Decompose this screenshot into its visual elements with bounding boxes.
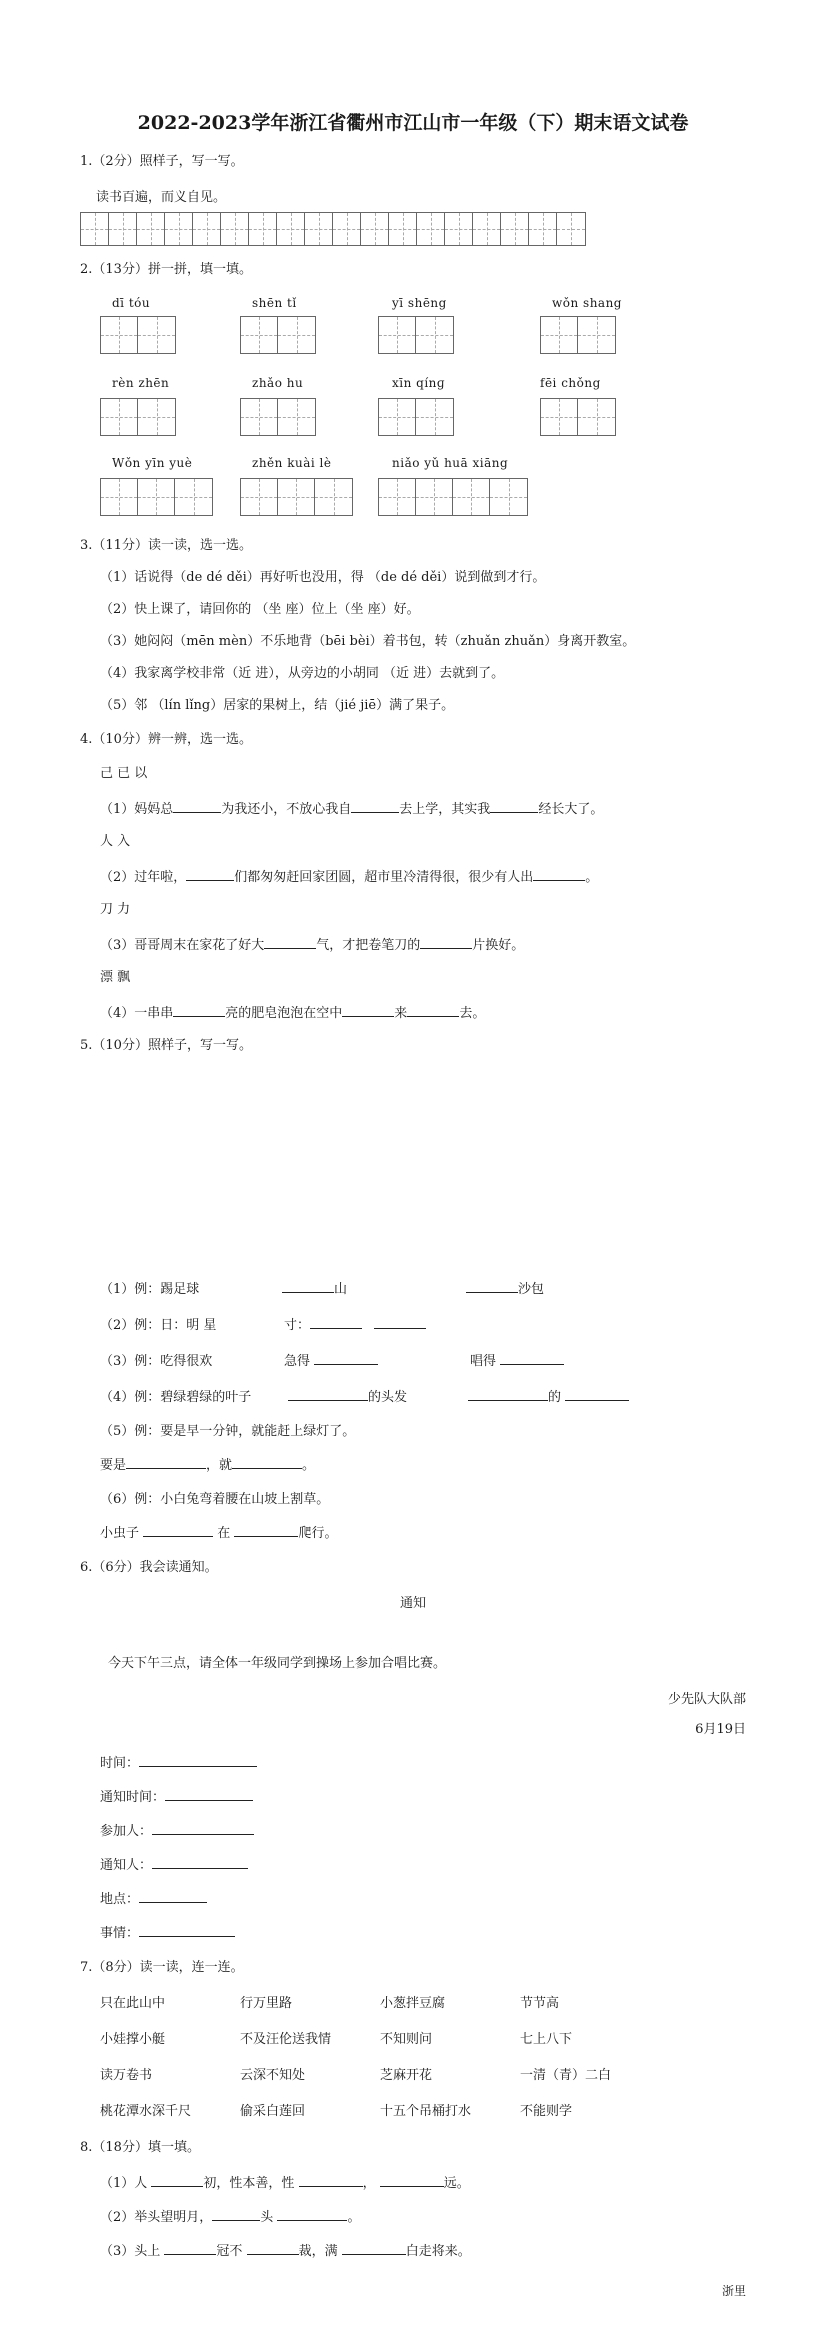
answer-blank[interactable]	[212, 2206, 260, 2221]
pinyin-grid[interactable]	[540, 398, 616, 436]
q3-item: （4）我家离学校非常（近 进），从旁边的小胡同 （近 进）去就到了。	[100, 666, 505, 681]
match-item[interactable]: 一清（青）二白	[520, 2068, 612, 2083]
q5-answer: 沙包	[466, 1278, 544, 1297]
answer-blank[interactable]	[282, 1278, 334, 1293]
answer-blank[interactable]	[126, 1454, 206, 1469]
pinyin-label: wǒn shang	[552, 296, 622, 310]
answer-blank[interactable]	[351, 798, 399, 813]
answer-blank[interactable]	[151, 2172, 203, 2187]
pinyin-grid[interactable]	[378, 478, 528, 516]
match-item[interactable]: 七上八下	[520, 2032, 573, 2047]
q3-item: （2）快上课了，请回你的 （坐 座）位上（坐 座）好。	[100, 602, 420, 617]
q5-answer: 急得	[284, 1350, 378, 1369]
answer-blank[interactable]	[420, 934, 472, 949]
page-footer: 浙里	[721, 2284, 746, 2298]
q4-line: （3）哥哥周末在家花了好大 气，才把卷笔刀的 片换好。	[100, 934, 524, 953]
answer-blank[interactable]	[342, 1002, 394, 1017]
match-item[interactable]: 桃花潭水深千尺	[100, 2104, 192, 2119]
q1-heading: 1.（2分）照样子，写一写。	[80, 154, 244, 169]
answer-blank[interactable]	[299, 2172, 363, 2187]
q2-heading: 2.（13分）拼一拼，填一填。	[80, 262, 252, 277]
pinyin-label: niǎo yǔ huā xiāng	[392, 456, 509, 470]
pinyin-grid[interactable]	[378, 398, 454, 436]
answer-blank[interactable]	[234, 1522, 298, 1537]
answer-blank[interactable]	[232, 1454, 302, 1469]
q5-answer: 的头发	[288, 1386, 407, 1405]
answer-blank[interactable]	[164, 2240, 216, 2255]
answer-blank[interactable]	[264, 934, 316, 949]
q5-example: （5）例：要是早一分钟，就能赶上绿灯了。	[100, 1424, 356, 1439]
q5-example: （6）例：小白兔弯着腰在山坡上割草。	[100, 1492, 330, 1507]
answer-blank[interactable]	[173, 798, 221, 813]
pinyin-grid[interactable]	[240, 478, 353, 516]
q8-line: （1）人 初，性本善，性 ， 远。	[100, 2172, 470, 2191]
q3-heading: 3.（11分）读一读，选一选。	[80, 538, 252, 553]
pinyin-label: fēi chǒng	[540, 376, 601, 390]
pinyin-grid[interactable]	[540, 316, 616, 354]
answer-blank[interactable]	[165, 1786, 253, 1801]
q5-answer: 寸：	[284, 1314, 426, 1333]
q4-line: （1）妈妈总 为我还小，不放心我自 去上学，其实我 经长大了。	[100, 798, 603, 817]
pinyin-label: zhěn kuài lè	[252, 456, 332, 470]
answer-blank[interactable]	[277, 2206, 347, 2221]
q4-word-group: 漂 飘	[100, 970, 131, 985]
pinyin-grid[interactable]	[100, 478, 213, 516]
q6-field: 通知人：	[100, 1854, 248, 1873]
q5-answer: 唱得	[470, 1350, 564, 1369]
q6-heading: 6.（6分）我会读通知。	[80, 1560, 218, 1575]
answer-blank[interactable]	[310, 1314, 362, 1329]
match-item[interactable]: 芝麻开花	[380, 2068, 433, 2083]
answer-blank[interactable]	[407, 1002, 459, 1017]
match-item[interactable]: 不能则学	[520, 2104, 573, 2119]
answer-blank[interactable]	[500, 1350, 564, 1365]
notice-date: 6月19日	[695, 1722, 746, 1737]
pinyin-label: zhǎo hu	[252, 376, 304, 390]
pinyin-label: yī shēng	[392, 296, 447, 310]
pinyin-label: rèn zhēn	[112, 376, 170, 390]
answer-blank[interactable]	[152, 1854, 248, 1869]
answer-blank[interactable]	[186, 866, 234, 881]
pinyin-label: dī tóu	[112, 296, 151, 310]
pinyin-grid[interactable]	[100, 316, 176, 354]
answer-blank[interactable]	[468, 1386, 548, 1401]
q6-field: 事情：	[100, 1922, 235, 1941]
q5-example: （2）例：日：明 星	[100, 1318, 217, 1333]
q5-answer: 要是 ，就 。	[100, 1454, 315, 1473]
q5-example: （4）例：碧绿碧绿的叶子	[100, 1390, 252, 1405]
pinyin-label: Wǒn yīn yuè	[112, 456, 193, 470]
answer-blank[interactable]	[466, 1278, 518, 1293]
pinyin-grid[interactable]	[100, 398, 176, 436]
pinyin-label: xīn qínɡ	[392, 376, 446, 390]
q5-answer: 山	[282, 1278, 347, 1297]
answer-blank[interactable]	[139, 1752, 257, 1767]
q5-answer: 小虫子 在 爬行。	[100, 1522, 337, 1541]
q5-heading: 5.（10分）照样子，写一写。	[80, 1038, 252, 1053]
match-item[interactable]: 节节高	[520, 1996, 560, 2011]
q4-line: （2）过年啦， 们都匆匆赶回家团圆，超市里冷清得很，很少有人出 。	[100, 866, 598, 885]
match-item[interactable]: 小葱拌豆腐	[380, 1996, 446, 2011]
q5-answer: 的	[468, 1386, 629, 1405]
q5-example: （3）例：吃得很欢	[100, 1354, 213, 1369]
q3-item: （5）邻 （lín lǐng）居家的果树上，结（jié jiē）满了果子。	[100, 698, 455, 713]
answer-blank[interactable]	[342, 2240, 406, 2255]
match-item[interactable]: 只在此山中	[100, 1996, 166, 2011]
pinyin-grid[interactable]	[240, 316, 316, 354]
answer-blank[interactable]	[173, 1002, 225, 1017]
pinyin-grid[interactable]	[378, 316, 454, 354]
q6-field: 地点：	[100, 1888, 207, 1907]
answer-blank[interactable]	[380, 2172, 444, 2187]
q6-field: 通知时间：	[100, 1786, 253, 1805]
q6-field: 参加人：	[100, 1820, 254, 1839]
answer-blank[interactable]	[152, 1820, 254, 1835]
match-item[interactable]: 小娃撑小艇	[100, 2032, 166, 2047]
q4-heading: 4.（10分）辨一辨，选一选。	[80, 732, 252, 747]
q4-word-group: 人 入	[100, 834, 131, 849]
match-item[interactable]: 云深不知处	[240, 2068, 306, 2083]
answer-blank[interactable]	[143, 1522, 213, 1537]
answer-blank[interactable]	[247, 2240, 299, 2255]
q1-text: 读书百遍，而义自见。	[96, 190, 227, 205]
q3-item: （3）她闷闷（mēn mèn）不乐地背（bēi bèi）着书包，转（zhuǎn zhuǎn）身离开教室。	[100, 634, 636, 649]
notice-title: 通知	[399, 1596, 426, 1611]
match-item[interactable]: 不及汪伦送我情	[240, 2032, 332, 2047]
notice-signer: 少先队大队部	[667, 1692, 746, 1707]
q4-word-group: 刀 力	[100, 902, 131, 917]
page-title: 2022-2023学年浙江省衢州市江山市一年级（下）期末语文试卷	[137, 112, 689, 134]
q8-heading: 8.（18分）填一填。	[80, 2140, 200, 2155]
q6-field: 时间：	[100, 1752, 257, 1771]
q8-line: （2）举头望明月， 头 。	[100, 2206, 360, 2225]
match-item[interactable]: 行万里路	[240, 1996, 293, 2011]
q1-writing-grid[interactable]	[80, 212, 586, 246]
q5-example: （1）例：踢足球	[100, 1282, 200, 1297]
answer-blank[interactable]	[490, 798, 538, 813]
match-item[interactable]: 读万卷书	[100, 2068, 153, 2083]
answer-blank[interactable]	[565, 1386, 629, 1401]
answer-blank[interactable]	[288, 1386, 368, 1401]
pinyin-grid[interactable]	[240, 398, 316, 436]
match-item[interactable]: 不知则问	[380, 2032, 433, 2047]
answer-blank[interactable]	[533, 866, 585, 881]
q7-heading: 7.（8分）读一读，连一连。	[80, 1960, 244, 1975]
match-item[interactable]: 十五个吊桶打水	[380, 2104, 472, 2119]
q4-line: （4）一串串 亮的肥皂泡泡在空中 来 去。	[100, 1002, 485, 1021]
notice-body: 今天下午三点，请全体一年级同学到操场上参加合唱比赛。	[108, 1656, 447, 1671]
q4-word-group: 己 已 以	[100, 766, 148, 781]
match-item[interactable]: 偷采白莲回	[240, 2104, 306, 2119]
answer-blank[interactable]	[314, 1350, 378, 1365]
answer-blank[interactable]	[374, 1314, 426, 1329]
pinyin-label: shēn tǐ	[252, 296, 297, 310]
q3-item: （1）话说得（de dé děi）再好听也没用，得 （de dé děi）说到做到才行。	[100, 570, 546, 585]
answer-blank[interactable]	[139, 1922, 235, 1937]
q8-line: （3）头上 冠不 裁，满 白走将来。	[100, 2240, 471, 2259]
answer-blank[interactable]	[139, 1888, 207, 1903]
